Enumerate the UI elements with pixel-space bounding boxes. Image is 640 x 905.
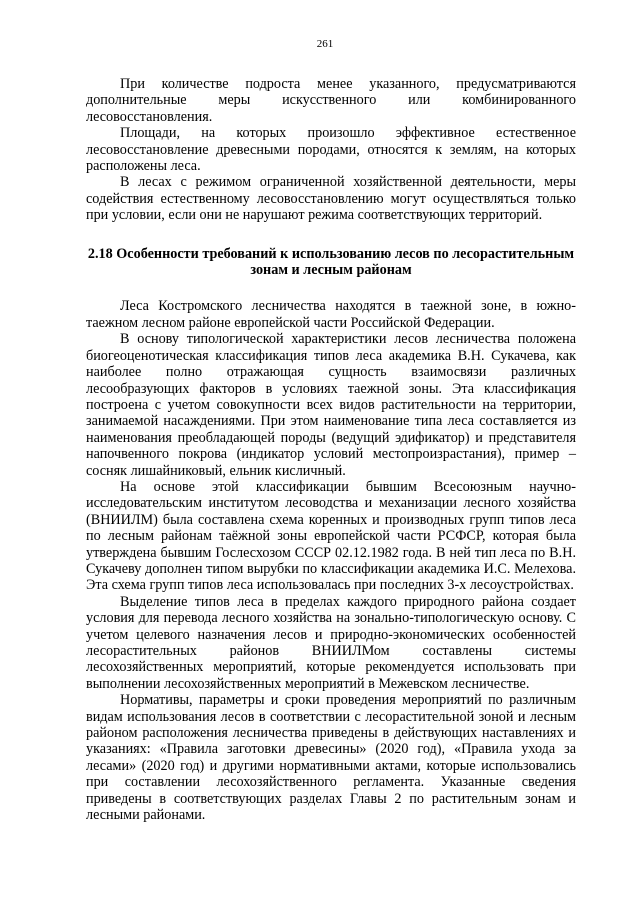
paragraph-natural-regeneration-areas: Площади, на которых произошло эффективное естественное лесовосстановление древесными породами, относятся к землям, на которых расположены леса. [86,125,576,175]
paragraph-undergrowth: При количестве подроста менее указанного, предусматриваются дополнительные меры искусственного или комбинированного лесовосстановления. [86,76,576,125]
paragraph-normatives: Нормативы, параметры и сроки проведения мероприятий по различным видам использования лесов в соответствии с лесорастительной зоной и лесным районом расположения лесничества приведены в действующих наставлениях и указаниях: «Правила заготовки древесины» (2020 год), «Правила ухода за лесами» (2020 год) и другими нормативными актами, которые использовались при составлении лесохозяйственного регламента. Указанные сведения приведены в соответствующих разделах Главы 2 по растительным зонам и лесными районами. [86,692,576,824]
section-heading: 2.18 Особенности требований к использованию лесов по лесорастительным зонам и лесным районам [87,245,575,279]
paragraph-vniilm-scheme: На основе этой классификации бывшим Всесоюзным научно-исследовательским институтом лесоводства и механизации лесного хозяйства (ВНИИЛМ) была составлена схема коренных и производных групп типов леса по лесным районам таёжной зоны европейской части РСФСР, которая была утверждена бывшим Гослесхозом СССР 02.12.1982 года. В ней тип леса по В.Н. Сукачеву дополнен типом вырубки по классификации академика И.С. Мелехова. Эта схема групп типов леса использовалась при последних 3-х лесоустройствах. [86,478,576,594]
paragraph-forest-type-zoning: Выделение типов леса в пределах каждого природного района создает условия для перевода лесного хозяйства на зонально-типологическую основу. С учетом целевого назначения лесов и природно-экономических особенностей лесорастительных районов ВНИИЛМом составлены системы лесохозяйственных мероприятий, которые рекомендуется использовать при выполнении лесохозяйственных мероприятий в Межевском лесничестве. [86,593,576,692]
page-number: 261 [316,38,334,50]
paragraph-restricted-regime-forests: В лесах с режимом ограниченной хозяйственной деятельности, меры содействия естественному лесовосстановлению могут осуществляться только при условии, если они не нарушают режима соответствующих территорий. [86,174,576,224]
paragraph-sukachev-classification: В основу типологической характеристики лесов лесничества положена биогеоценотическая классификация типов леса академика В.Н. Сукачева, как наиболее полно отражающая сущность взаимосвязи различных лесообразующих факторов в условиях таежной зоны. Эта классификация построена с учетом совокупности всех видов растительности на территории, занимаемой насаждениями. При этом наименование типа леса составляется из наименования преобладающей породы (ведущий эдификатор) и представителя напочвенного покрова (индикатор условий местопроизрастания), пример – сосняк лишайниковый, ельник кисличный. [86,331,576,479]
paragraph-taiga-zone: Леса Костромского лесничества находятся в таежной зоне, в южно-таежном лесном районе европейской части Российской Федерации. [86,298,576,331]
